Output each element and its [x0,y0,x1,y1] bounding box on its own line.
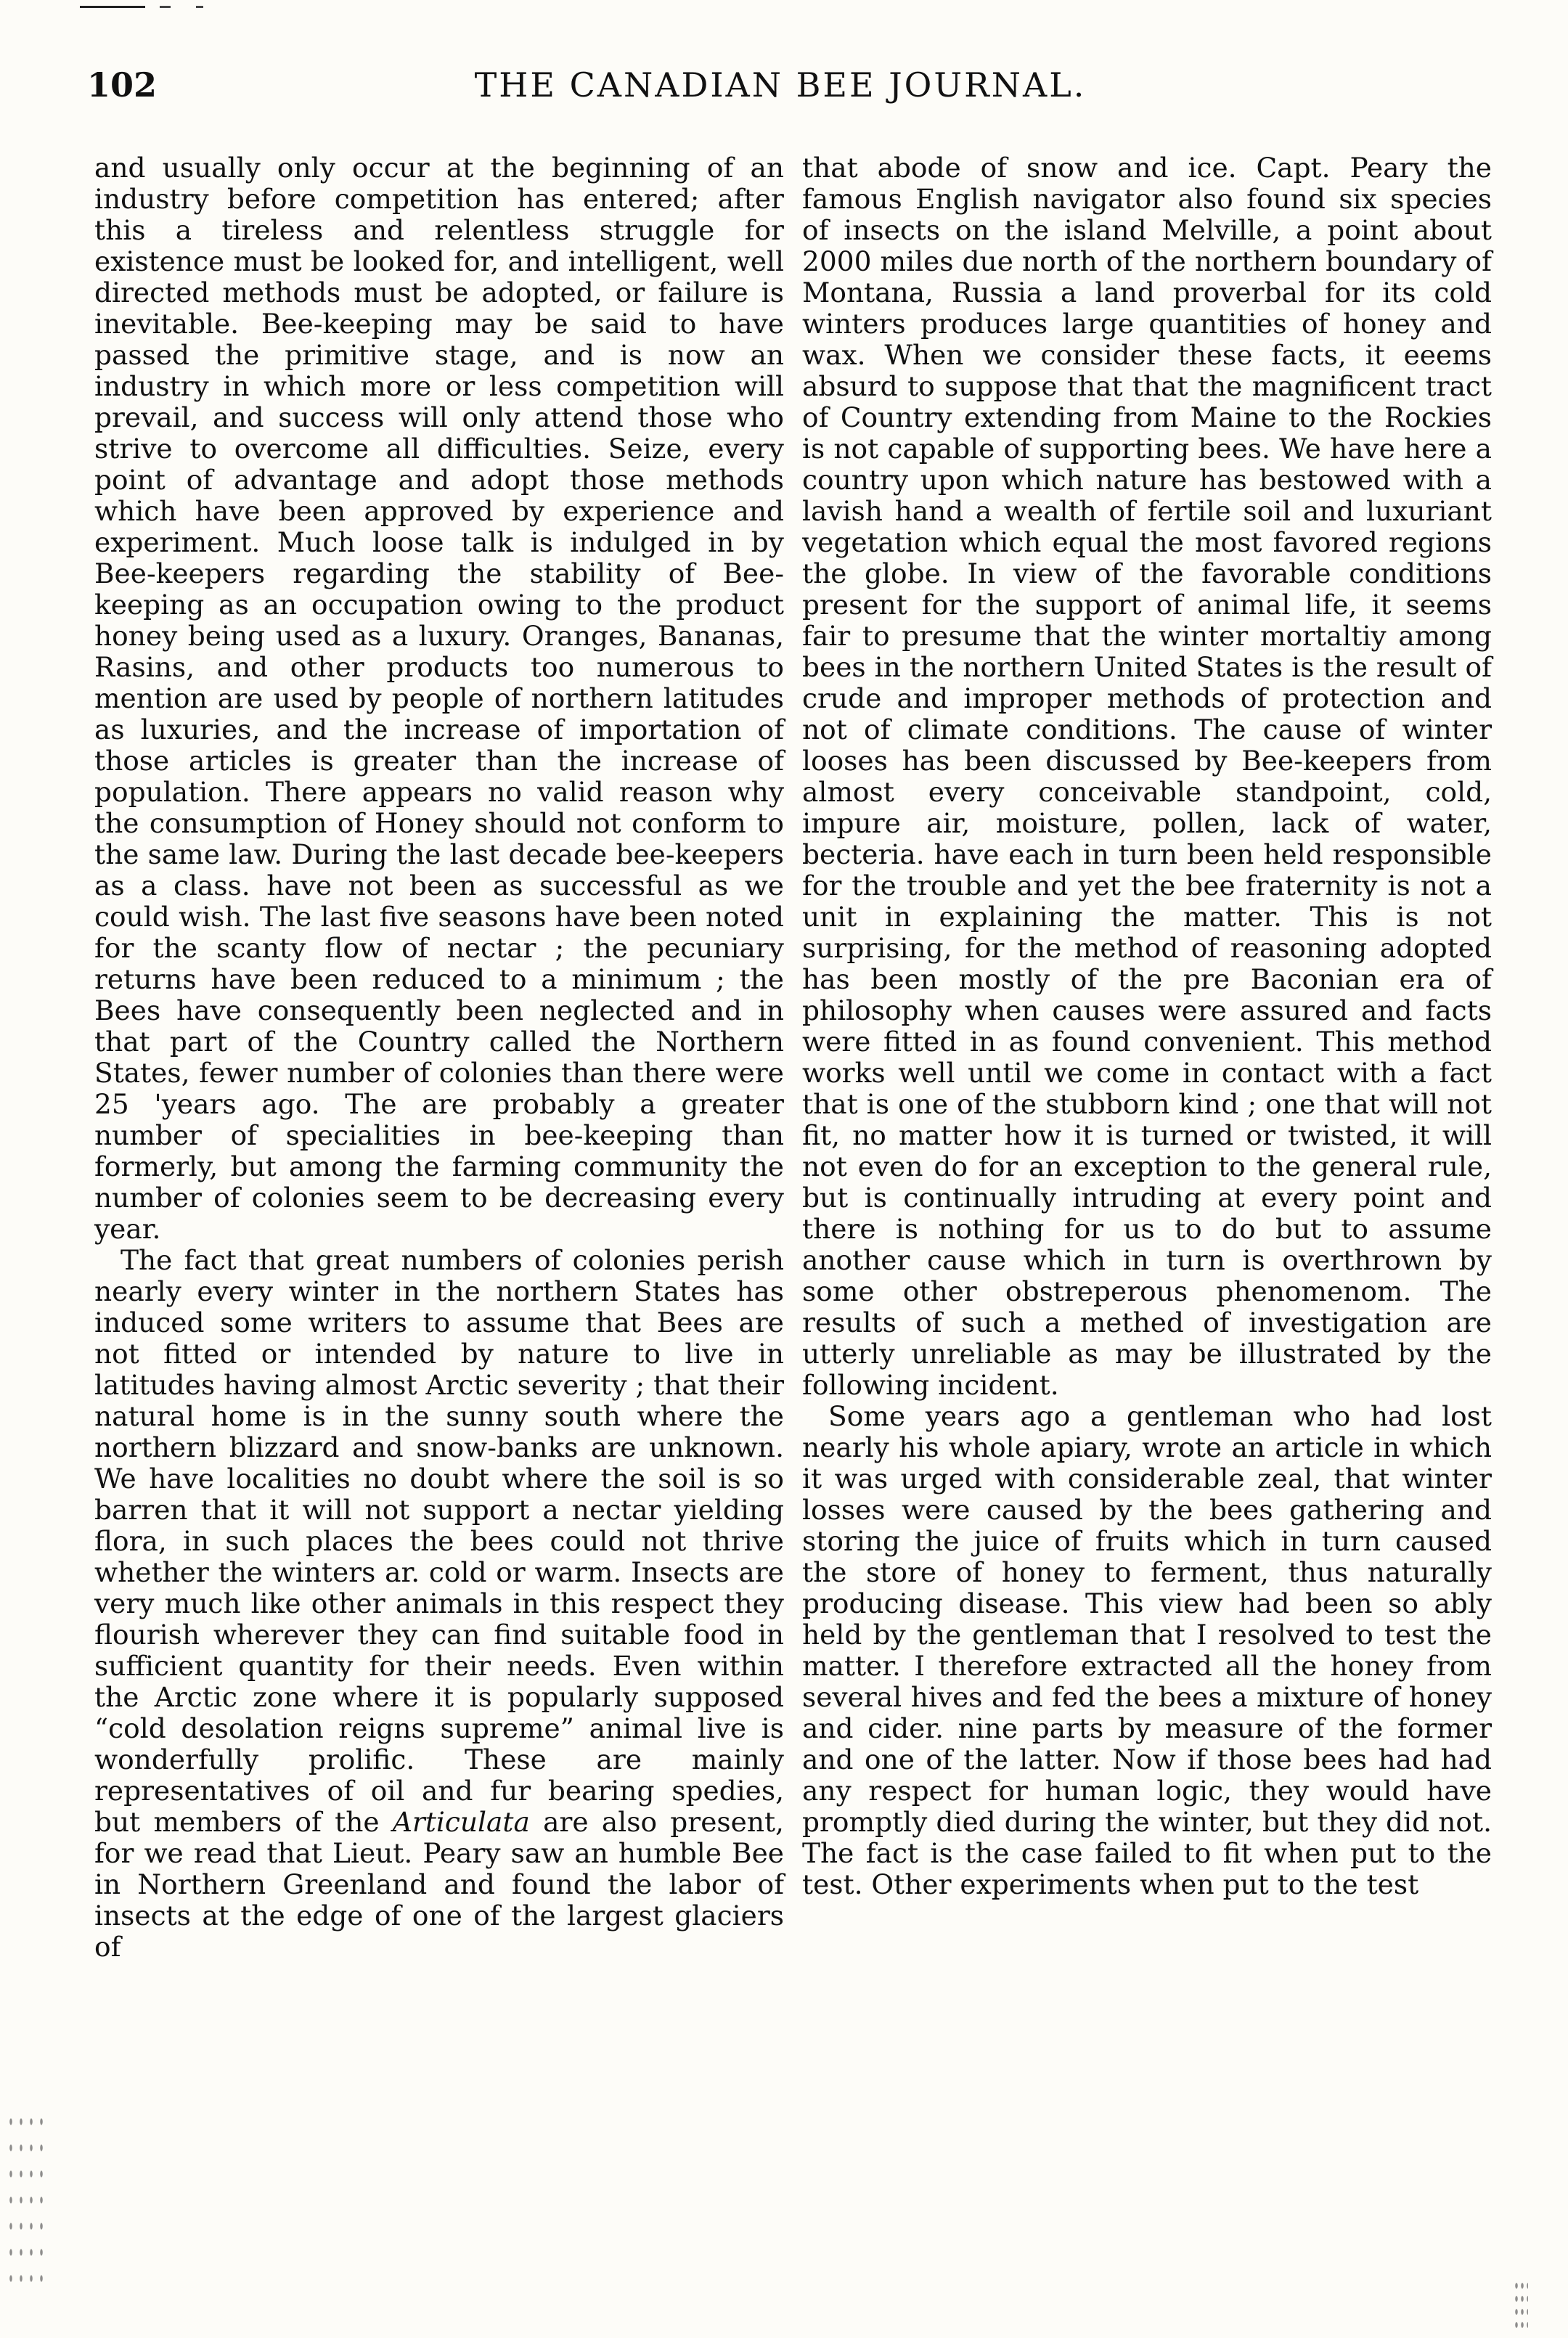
right-paragraph-1: that abode of snow and ice. Capt. Peary the famous English navigator also found six species of insects on the island Melville, a point about 2000 miles due north of the northern boundary of Montana, Russia a land proverbal for its cold winters produces large quantities of honey and wax. When we consider these facts, it eeems absurd to suppose that that the magnificent tract of Country extending from Maine to the Rockies is not capable of supporting bees. We have here a country upon which nature has bestowed with a lavish hand a wealth of fertile soil and luxuriant vegetation which equal the most favored regions the globe. In view of the favorable conditions present for the support of animal life, it seems fair to presume that the winter mortaltiy among bees in the northern United States is the result of crude and improper methods of protection and not of climate conditions. The cause of winter looses has been discussed by Bee-keepers from almost every conceivable standpoint, cold, impure air, moisture, pollen, lack of water, becteria. have each in turn been held responsible for the trouble and yet the bee fraternity is not a unit in explaining the matter. This is not surprising, for the method of reasoning adopted has been mostly of the pre Baconian era of philosophy when causes were assured and facts were fitted in as found convenient. This method works well until we come in contact with a fact that is one of the stubborn kind ; one that will not fit, no matter how it is turned or twisted, it will not even do for an exception to the general rule, but is continually intruding at every point and there is nothing for us to do but to assume another cause which in turn is overthrown by some other obstreperous phenomenom. The results of such a methed of investigation are utterly unreliable as may be illustrated by the following incident. [802,152,1492,1401]
left-paragraph-1: and usually only occur at the beginning of an industry before competition has entered; after this a tireless and relentless struggle for existence must be looked for, and intelligent, well directed methods must be adopted, or failure is inevitable. Bee-keeping may be said to have passed the primitive stage, and is now an industry in which more or less competition will prevail, and success will only attend those who strive to overcome all difficulties. Seize, every point of advantage and adopt those methods which have been approved by experience and experiment. Much loose talk is indulged in by Bee-keepers regarding the stability of Bee-keeping as an occupation owing to the product honey being used as a luxury. Oranges, Bananas, Rasins, and other products too numerous to mention are used by people of northern latitudes as luxuries, and the increase of importation of those articles is greater than the increase of population. There appears no valid reason why the consumption of Honey should not conform to the same law. During the last decade bee-keepers as a class. have not been as successful as we could wish. The last five seasons have been noted for the scanty flow of nectar ; the pecuniary returns have been reduced to a minimum ; the Bees have consequently been neglected and in that part of the Country called the Northern States, fewer number of colonies than there were 25 'years ago. The are probably a greater number of specialities in bee-keeping than formerly, but among the farming community the number of colonies seem to be decreasing every year. [94,152,784,1245]
right-paragraph-2: Some years ago a gentleman who had lost nearly his whole apiary, wrote an article in which it was urged with considerable zeal, that winter losses were caused by the bees gathering and storing the juice of fruits which in turn caused the store of honey to ferment, thus naturally producing disease. This view had been so ably held by the gentleman that I resolved to test the matter. I therefore extracted all the honey from several hives and fed the bees a mixture of honey and cider. nine parts by measure of the former and one of the latter. Now if those bees had had any respect for human logic, they would have promptly died during the winter, but they did not. The fact is the case failed to fit when put to the test. Other experiments when put to the test [802,1400,1492,1900]
articulata-italic: Articulata [392,1806,530,1838]
page-number: 102 [87,65,158,105]
left-paragraph-2-end: are also present, for we read that Lieut. Peary saw an humble Bee in Northern Greenland and found the labor of insects at the edge of one of the largest glaciers of [94,1806,784,1963]
left-paragraph-2-text: The fact that great numbers of colonies perish nearly every winter in the northern States has induced some writers to assume that Bees are not fitted or intended by nature to live in latitudes having almost Arctic severity ; that their natural home is in the sunny south where the northern blizzard and snow-banks are unknown. We have localities no doubt where the soil is so barren that it will not support a nectar yielding flora, in such places the bees could not thrive whether the winters ar. cold or warm. Insects are very much like other animals in this respect they flourish wherever they can find suitable food in sufficient quantity for their needs. Even within the Arctic zone where it is popularly supposed “cold desolation reigns supreme” animal live is wonderfully prolific. These are mainly representatives of oil and fur bearing spedies, but members of the [94,1244,784,1838]
margin-specks [6,2109,49,2283]
left-paragraph-2 [94,1245,784,1963]
printing-mark [80,6,254,8]
left-column [94,152,784,1963]
journal-title: THE CANADIAN BEE JOURNAL. [474,65,1087,105]
margin-specks-right [1514,2279,1528,2330]
page-header [80,65,1481,123]
right-column [802,152,1492,1900]
